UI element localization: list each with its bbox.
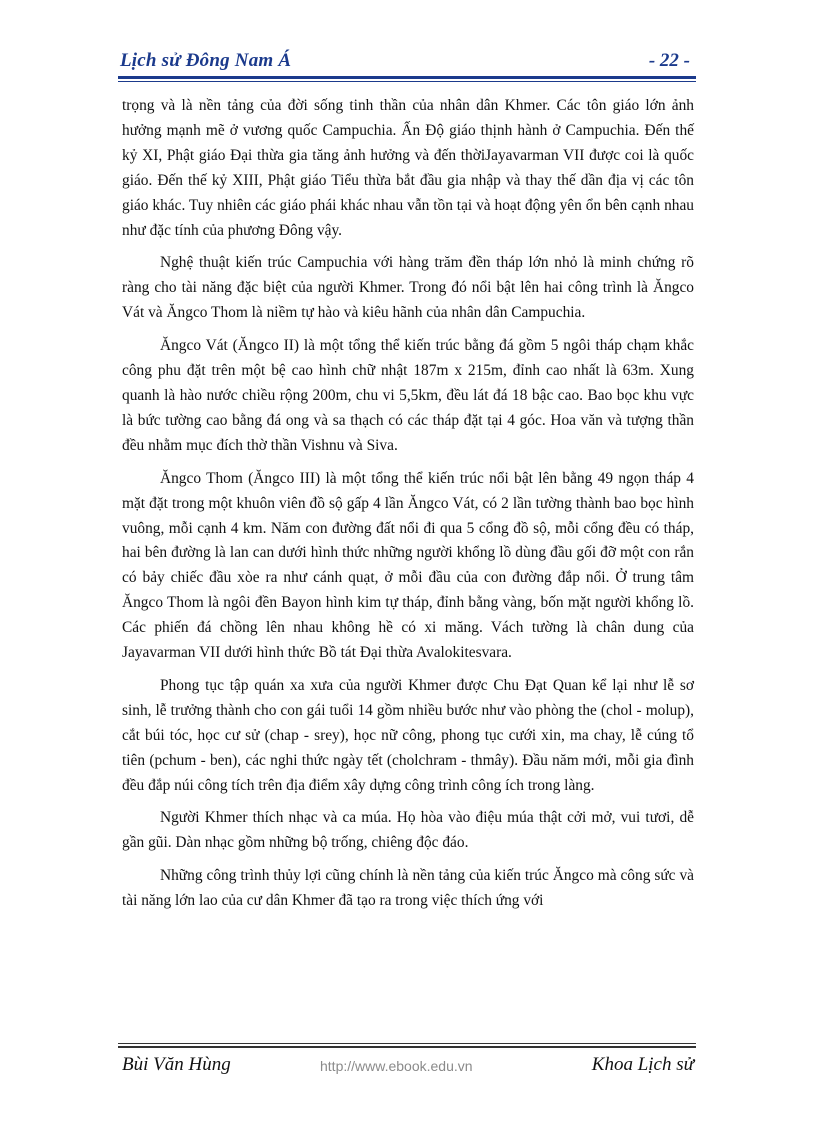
- footer-department: Khoa Lịch sử: [591, 1054, 694, 1075]
- footer-divider-thick: [118, 1046, 696, 1048]
- paragraph: Ăngco Thom (Ăngco III) là một tổng thể kiến trúc nổi bật lên bằng 49 ngọn tháp 4 mặt đặt trong một khuôn viên đồ sộ gấp 4 lần Ăngco Vát, có 2 lần tường thành bao bọc hình vuông, mỗi cạnh 4 km. Năm con đường đất nổi đi qua 5 cổng đồ sộ, mỗi cổng đều có tháp, hai bên đường là lan can dưới hình thức những người khổng lồ dùng đầu gối đỡ một con rắn có bảy chiếc đầu xòe ra như cánh quạt, ở mỗi đầu của con đường đắp nổi. Ở trung tâm Ăngco Thom là ngôi đền Bayon hình kim tự tháp, đỉnh bằng vàng, bốn mặt người khổng lồ. Các phiến đá chồng lên nhau không hề có xi măng. Vách tường là chân dung của Jayavarman VII dưới hình thức Bồ tát Đại thừa Avalokitesvara.: [122, 469, 694, 662]
- paragraph: Người Khmer thích nhạc và ca múa. Họ hòa vào điệu múa thật cởi mở, vui tươi, dễ gần gũi. Dàn nhạc gồm những bộ trống, chiêng độc đáo.: [122, 809, 694, 852]
- paragraph: Những công trình thủy lợi cũng chính là nền tảng của kiến trúc Ăngco mà công sức và tài năng lớn lao của cư dân Khmer đã tạo ra trong việc thích ứng với: [122, 867, 694, 910]
- footer-url-link[interactable]: http://www.ebook.edu.vn: [320, 1058, 473, 1074]
- footer-author: Bùi Văn Hùng: [122, 1054, 231, 1075]
- paragraph: Phong tục tập quán xa xưa của người Khmer được Chu Đạt Quan kể lại như lễ sơ sinh, lễ trưởng thành cho con gái tuổi 14 gồm nhiều bước như vào phòng the (chol - molup), cắt búi tóc, học cư sử (chap - srey), học nữ công, phong tục cưới xin, ma chay, lễ cúng tổ tiên (pchum - ben), các nghi thức ngày tết (cholchram - thmây). Đầu năm mới, mỗi gia đình đều đắp núi công tích trên địa điểm xây dựng công trình công ích trong làng.: [122, 676, 694, 794]
- paragraph: Ăngco Vát (Ăngco II) là một tổng thể kiến trúc bằng đá gồm 5 ngôi tháp chạm khắc công phu đặt trên một bệ cao hình chữ nhật 187m x 215m, đỉnh cao nhất là 63m. Xung quanh là hào nước chiều rộng 200m, chu vi 5,5km, đều lát đá 18 bậc cao. Bao bọc khu vực là bức tường cao bằng đá ong và sa thạch có các tháp đặt tại 4 góc. Hoa văn và tượng thần đều nhằm mục đích thờ thần Vishnu và Siva.: [122, 337, 694, 454]
- page-body: [122, 94, 694, 922]
- page-header: [118, 50, 696, 74]
- footer-divider: [118, 1043, 696, 1044]
- header-divider-thin: [118, 81, 696, 82]
- page-number: - 22 -: [648, 50, 690, 71]
- header-divider: [118, 76, 696, 79]
- document-title: Lịch sử Đông Nam Á: [120, 50, 292, 71]
- paragraph: trọng và là nền tảng của đời sống tinh thần của nhân dân Khmer. Các tôn giáo lớn ảnh hưởng mạnh mẽ ở vương quốc Campuchia. Ấn Độ giáo thịnh hành ở Campuchia. Đến thế kỷ XI, Phật giáo Đại thừa gia tăng ảnh hưởng và đến thờiJayavarman VII được coi là quốc giáo. Đến thế kỷ XIII, Phật giáo Tiểu thừa bắt đầu gia nhập và thay thế dần địa vị các tôn giáo khác. Tuy nhiên các giáo phái khác nhau vẫn tồn tại và hoạt động yên ổn bên cạnh nhau như đặc tính của phương Đông vậy.: [122, 97, 694, 239]
- paragraph: Nghệ thuật kiến trúc Campuchia với hàng trăm đền tháp lớn nhỏ là minh chứng rõ ràng cho tài năng đặc biệt của người Khmer. Trong đó nổi bật lên hai công trình là Ăngco Vát và Ăngco Thom là niềm tự hào và kiêu hãnh của nhân dân Campuchia.: [122, 254, 694, 322]
